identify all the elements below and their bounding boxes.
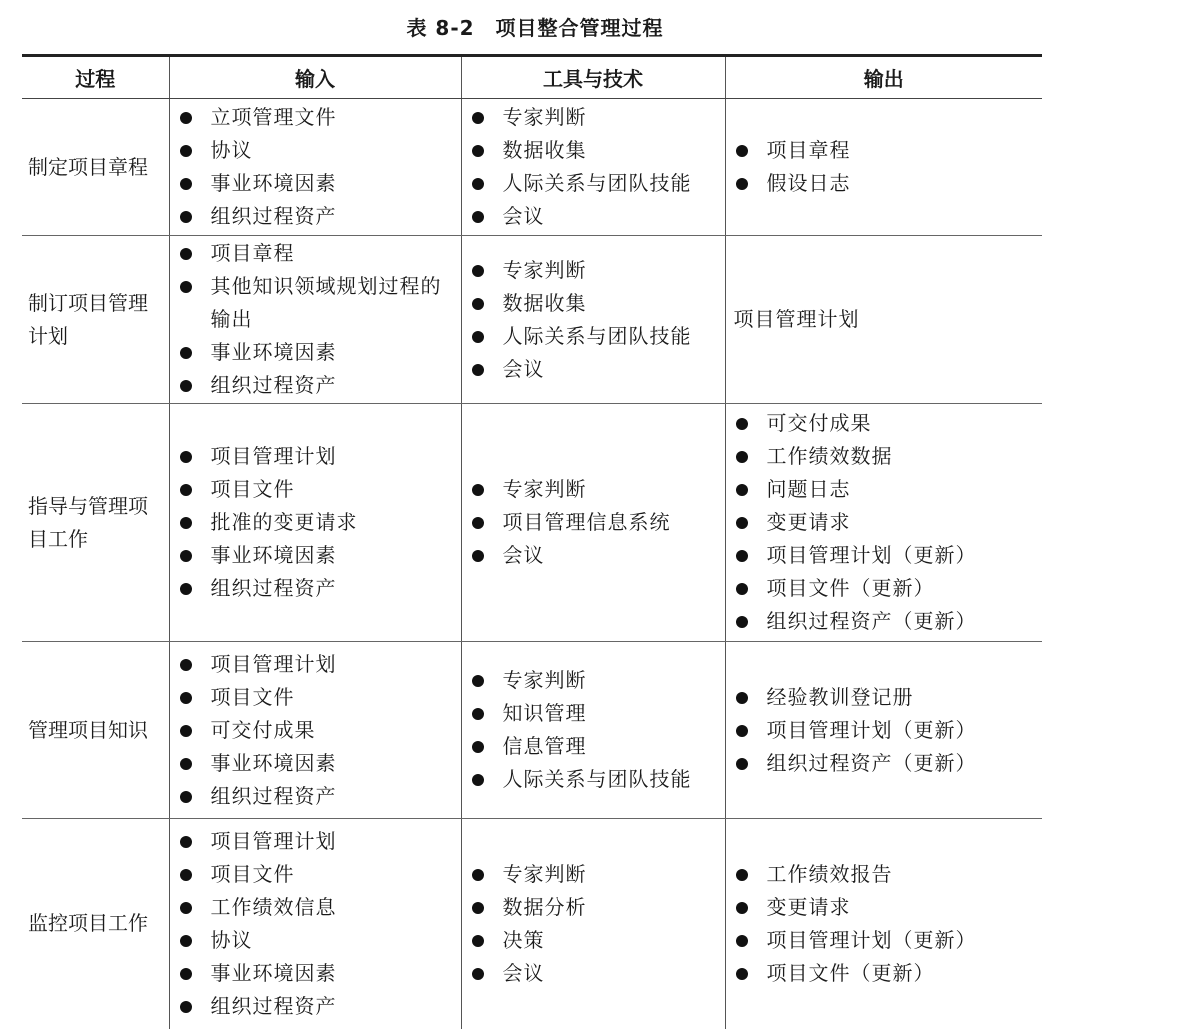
list-item: 数据收集 [470,134,725,167]
list-item: 项目管理计划 [178,440,461,473]
list-item: 专家判断 [470,664,725,697]
list-item: 会议 [470,957,725,990]
list-item: 事业环境因素 [178,336,461,369]
process-table [22,54,1042,1029]
list-item: 组织过程资产 [178,572,461,605]
list-item: 组织过程资产 [178,990,461,1023]
list-item: 变更请求 [734,891,1043,924]
inputs-cell [169,236,461,404]
list-item: 问题日志 [734,473,1043,506]
header-row [22,56,1042,99]
list-item: 项目管理计划 [178,825,461,858]
tools-cell [461,236,725,404]
list-item: 工作绩效信息 [178,891,461,924]
inputs-cell [169,404,461,642]
outputs-list [726,134,1043,200]
list-item: 专家判断 [470,254,725,287]
process-name: 制定项目章程 [22,99,169,236]
list-item: 组织过程资产（更新） [734,747,1043,780]
list-item: 工作绩效报告 [734,858,1043,891]
inputs-list [170,101,461,233]
list-item: 会议 [470,539,725,572]
list-item: 组织过程资产 [178,200,461,233]
list-item: 假设日志 [734,167,1043,200]
list-item: 可交付成果 [734,407,1043,440]
list-item: 数据分析 [470,891,725,924]
header-process: 过程 [22,56,169,99]
list-item: 可交付成果 [178,714,461,747]
tools-list [462,473,725,572]
list-item: 数据收集 [470,287,725,320]
list-item: 项目管理计划（更新） [734,924,1043,957]
list-item: 项目管理计划 [178,648,461,681]
table-row [22,404,1042,642]
table-row [22,99,1042,236]
tools-list [462,254,725,386]
header-tools: 工具与技术 [461,56,725,99]
inputs-cell [169,642,461,819]
list-item: 组织过程资产 [178,780,461,813]
table-row [22,236,1042,404]
process-name: 制订项目管理计划 [22,236,169,404]
table-caption: 表 8-2 项目整合管理过程 [406,16,664,40]
list-item: 经验教训登记册 [734,681,1043,714]
outputs-cell [725,819,1042,1029]
tools-cell [461,99,725,236]
inputs-list [170,440,461,605]
list-item: 项目文件 [178,473,461,506]
list-item: 事业环境因素 [178,167,461,200]
list-item: 立项管理文件 [178,101,461,134]
tools-list [462,101,725,233]
tools-list [462,664,725,796]
list-item: 项目文件（更新） [734,957,1043,990]
list-item: 事业环境因素 [178,539,461,572]
list-item: 专家判断 [470,858,725,891]
tools-cell [461,642,725,819]
table-row [22,642,1042,819]
list-item: 项目文件 [178,858,461,891]
list-item: 项目管理信息系统 [470,506,725,539]
list-item: 人际关系与团队技能 [470,763,725,796]
inputs-list [170,237,461,402]
list-item: 项目章程 [178,237,461,270]
list-item: 知识管理 [470,697,725,730]
inputs-cell [169,99,461,236]
list-item: 信息管理 [470,730,725,763]
list-item: 工作绩效数据 [734,440,1043,473]
list-item: 专家判断 [470,473,725,506]
outputs-list [726,858,1043,990]
list-item: 项目文件 [178,681,461,714]
outputs-cell [725,404,1042,642]
list-item: 项目管理计划（更新） [734,714,1043,747]
outputs-cell [725,642,1042,819]
inputs-list [170,825,461,1023]
output-text: 项目管理计划 [725,236,1042,404]
outputs-list [726,681,1043,780]
process-name: 指导与管理项目工作 [22,404,169,642]
process-name: 监控项目工作 [28,911,148,936]
list-item: 会议 [470,353,725,386]
list-item: 其他知识领域规划过程的输出 [178,270,461,336]
list-item: 协议 [178,134,461,167]
outputs-list [726,407,1043,638]
tools-cell [461,819,725,1029]
inputs-list [170,648,461,813]
header-inputs: 输入 [169,56,461,99]
list-item: 人际关系与团队技能 [470,320,725,353]
list-item: 事业环境因素 [178,957,461,990]
list-item: 会议 [470,200,725,233]
list-item: 项目章程 [734,134,1043,167]
tools-list [462,858,725,990]
table-row [22,819,1042,1029]
process-name: 管理项目知识 [22,642,169,819]
list-item: 批准的变更请求 [178,506,461,539]
list-item: 组织过程资产（更新） [734,605,1043,638]
list-item: 组织过程资产 [178,369,461,402]
outputs-cell [725,99,1042,236]
list-item: 专家判断 [470,101,725,134]
list-item: 项目文件（更新） [734,572,1043,605]
inputs-cell [169,819,461,1029]
list-item: 变更请求 [734,506,1043,539]
list-item: 人际关系与团队技能 [470,167,725,200]
list-item: 项目管理计划（更新） [734,539,1043,572]
header-outputs: 输出 [725,56,1042,99]
tools-cell [461,404,725,642]
list-item: 事业环境因素 [178,747,461,780]
list-item: 协议 [178,924,461,957]
list-item: 决策 [470,924,725,957]
